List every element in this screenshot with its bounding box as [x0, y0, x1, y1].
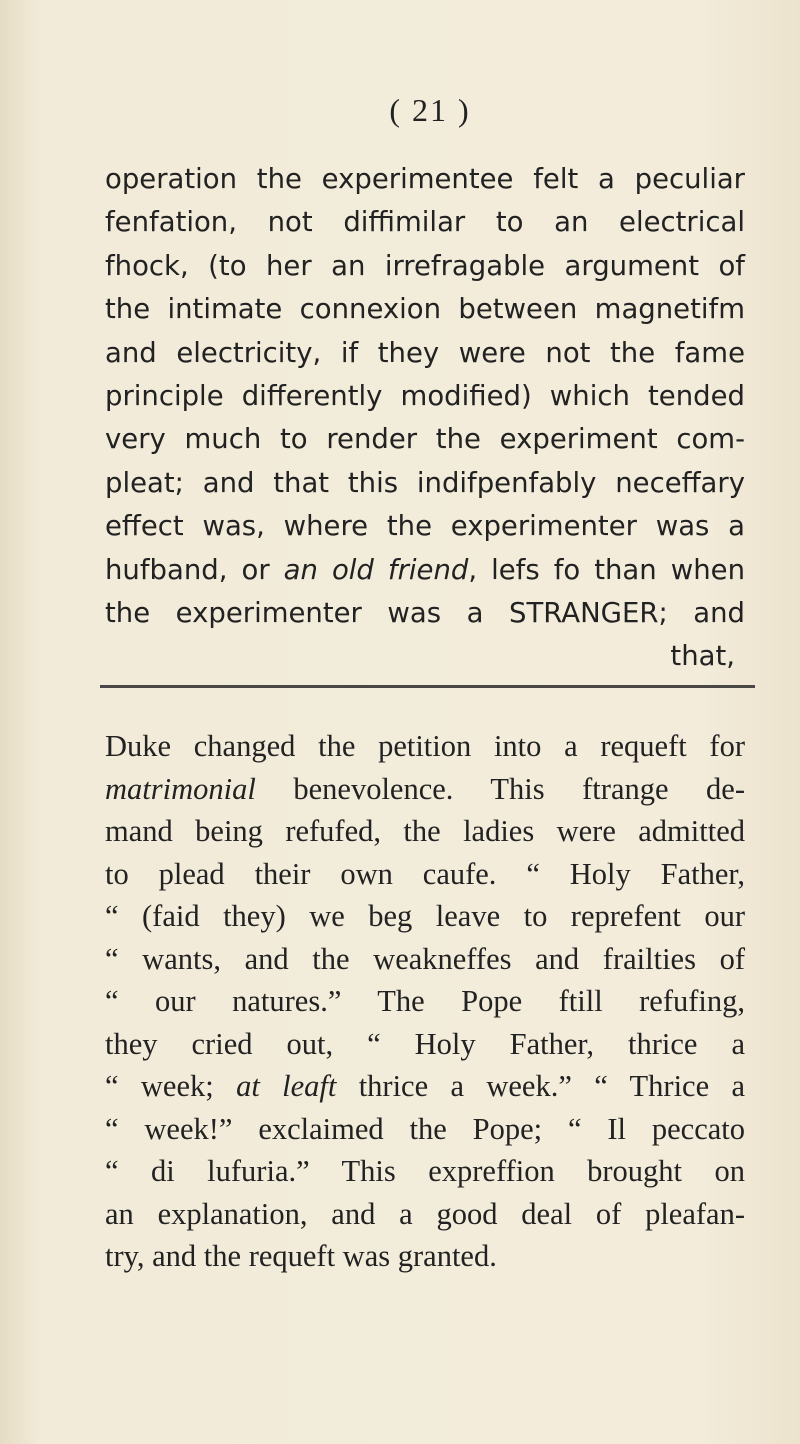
catchword: that,: [670, 640, 735, 673]
italic-phrase: at leaft: [236, 1069, 337, 1103]
text-line: pleat; and that this indifpenfably neceffary: [105, 466, 745, 499]
text-line: “ wants, and the weakneffes and frailties of: [105, 941, 745, 976]
page-divider-rule: [100, 685, 755, 688]
text-line: “ (faid they) we beg leave to reprefent our: [105, 899, 745, 933]
text-segment: benevolence. This ftrange de-: [255, 771, 745, 806]
text-line-mixed: [105, 549, 745, 592]
text-line-mixed: [105, 1065, 745, 1108]
text-segment: hufband, or: [105, 553, 284, 586]
text-line: fenfation, not diffimilar to an electrical: [105, 206, 745, 239]
italic-phrase: matrimonial: [105, 771, 256, 806]
text-line: the intimate connexion between magnetifm: [105, 293, 745, 326]
text-line: they cried out, “ Holy Father, thrice a: [105, 1026, 745, 1061]
text-line: and electricity, if they were not the fame: [105, 336, 745, 369]
text-line: an explanation, and a good deal of pleafan-: [105, 1196, 745, 1231]
text-line: principle differently modified) which tended: [105, 380, 745, 413]
text-segment: “ week;: [105, 1069, 237, 1103]
text-line: effect was, where the experimenter was a: [105, 510, 745, 543]
bottom-passage: [105, 725, 745, 1278]
text-line: Duke changed the petition into a requeft for: [105, 729, 745, 763]
text-line: mand being refufed, the ladies were admitted: [105, 814, 745, 848]
text-line: very much to render the experiment com-: [105, 423, 745, 456]
text-segment: , lefs fo than when: [468, 553, 746, 586]
italic-phrase: an old friend: [283, 553, 469, 586]
text-line: try, and the requeft was granted.: [105, 1239, 497, 1273]
text-line: “ our natures.” The Pope ftill refufing,: [105, 984, 745, 1018]
text-line: fhock, (to her an irrefragable argument of: [105, 249, 745, 282]
text-segment: thrice a week.” “ Thrice a: [336, 1069, 745, 1103]
top-passage: [105, 158, 745, 679]
text-line: the experimenter was a STRANGER; and: [105, 597, 745, 630]
text-line-mixed: [105, 768, 745, 811]
text-line: operation the experimentee felt a peculiar: [105, 163, 745, 195]
text-line: “ di lufuria.” This expreffion brought on: [105, 1154, 745, 1188]
text-line: to plead their own caufe. “ Holy Father,: [105, 856, 745, 891]
text-line: “ week!” exclaimed the Pope; “ Il peccato: [105, 1111, 745, 1146]
page-number: ( 21 ): [389, 92, 471, 128]
